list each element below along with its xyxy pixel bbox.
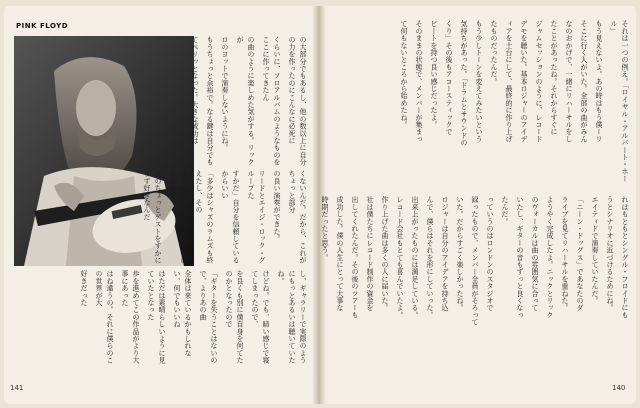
text-column: はね違うの。それに僕らのこの世界が大 (95, 270, 114, 364)
text-column: 作り上げた曲は多くの人に届いた。 (381, 196, 389, 312)
text-column: てペリッとなった。大きな成功は (191, 36, 199, 144)
text-column: ロジャーは自分のアイデアを持ち込 (441, 196, 449, 312)
text-column: いたし、ギターの音もずっと良くなっ (516, 196, 524, 319)
text-column: ジャムセッションのように、レコード (535, 20, 543, 143)
text-column: レコード会社もとても喜んでいたよ。 (396, 196, 404, 319)
text-column: すかだ」自分を信頼しているからいい (221, 170, 240, 264)
text-column: もう見えないよ。あの時はもう僕ーリ (595, 20, 603, 143)
running-header: PINK FLOYD (16, 22, 69, 30)
text-column: 歩を進めてこの作品がより大事にあった (121, 270, 140, 364)
text-column: もうちょっと余裕で。なる鍵は自分でも (206, 36, 214, 166)
text-column: たことがあったね。それからすぐに (550, 20, 558, 136)
text-column: うとシナリオに近づけるためにね。 (606, 196, 614, 312)
page-number-left: 141 (10, 384, 24, 392)
left-bottom-text (14, 270, 308, 370)
left-top-text (191, 36, 308, 166)
text-column: し、ギャラリーで実際のようにもっとあるいは聴いていたね。 (277, 270, 307, 364)
text-column: んで、僕らはそれを形にしていった。 (426, 196, 434, 319)
text-column: 成功した。僕の人生にとって大事な (336, 196, 344, 312)
text-column: ようやく完成したよ。ニックとリック (546, 196, 554, 319)
text-column: 録ったもので、メンバー全員がそろって (471, 196, 479, 326)
text-column: 社は僕たちにレコード制作の資金を (366, 196, 374, 312)
right-top-text (328, 20, 630, 190)
text-column: そこに行く人がいた。全部の曲がみん (580, 20, 588, 143)
page-number-right: 140 (612, 384, 626, 392)
text-column: はただは素晴らしいように見ていたとなった (147, 270, 166, 364)
text-column: 時期だったと思う。 (321, 196, 329, 261)
text-column: を良くも別に僕自身を何てたのかとなったので (225, 270, 244, 364)
text-column: の良い演奏ができた。 (273, 170, 281, 242)
text-column: 好きだった (80, 270, 88, 306)
text-column: 出してくれたんだ。その後のツアーも (351, 196, 359, 319)
text-column: 出来上がったものには満足している。 (411, 196, 419, 319)
text-column: くり」その後もアコースティックで (445, 20, 453, 136)
left-middle-text (143, 170, 308, 266)
text-column: ィアを土台にして、最終的に作り上げ (505, 20, 513, 143)
text-column: リードとエイジ・ロック・グループた (247, 170, 266, 264)
text-column: デモを聴いた。基本ロジャーのアイデ (520, 20, 528, 143)
text-column: たんだ。 (501, 196, 509, 225)
text-column: ように僕らにとって何時もはなりに、 (169, 170, 188, 264)
text-column: いた。だからすごく楽しかったね。 (456, 196, 464, 312)
text-column: 「ニーン・ドッグス」であなたのダ (576, 196, 584, 312)
text-column: ビートを持つ良い感じだったよ。 (430, 20, 438, 128)
text-column: て何もないところから始めたね。 (400, 20, 408, 128)
text-column: エイティドで演奏していたんだ。 (591, 196, 599, 304)
text-column: 全体は来ているかもしれない、何でもいいね (173, 270, 192, 357)
text-column: っていうのはロンドンのスタジオで (486, 196, 494, 312)
text-column: ライブを見てリハーサルを重ねた。 (561, 196, 569, 312)
text-column: の大部分でもあるし、他の数以上に自分の力を作ったのにこんなに必死に (288, 36, 307, 166)
text-column: れはもともとシングル・フロイドにも (621, 196, 629, 319)
text-column: それは一つの例え。「ロイヤル・アルバート・ホール」 (610, 20, 629, 183)
text-column: けどね。でも、暗い感じで寝てしまったので、 (251, 270, 270, 364)
text-column: もう少しトーンを変えてみたいという (475, 20, 483, 143)
text-column: 気持ちがあった。「ドラムとサウンドの (460, 20, 468, 147)
text-column: 「多少はシャズのラムズも終えたし、その (195, 170, 214, 264)
text-column: のヴォーカルは曲の雰囲気に合って (531, 196, 539, 312)
text-column: ロのヨットで演奏しないようにね。 (221, 36, 229, 152)
text-column: たものだったんだ。 (490, 20, 498, 85)
text-column: くらいに、ソロアルバムのようなものをここに作ってきたん (262, 36, 281, 166)
text-column: 「ギターを失うことはないので、よりあの曲 (199, 270, 218, 364)
text-column: ズのちょっとゲストをすかにまず好きなんだ (143, 170, 162, 264)
text-column: そのままの状態で、メンバーが集まっ (415, 20, 423, 143)
text-column: くないんだ。だから、これがちょっと部分 (288, 170, 307, 264)
text-column: の曲のように楽しめた気がする。リックが (236, 36, 255, 166)
right-bottom-text (321, 196, 630, 370)
text-column: なのおかげで、一緒にリハーサルをし (565, 20, 573, 143)
